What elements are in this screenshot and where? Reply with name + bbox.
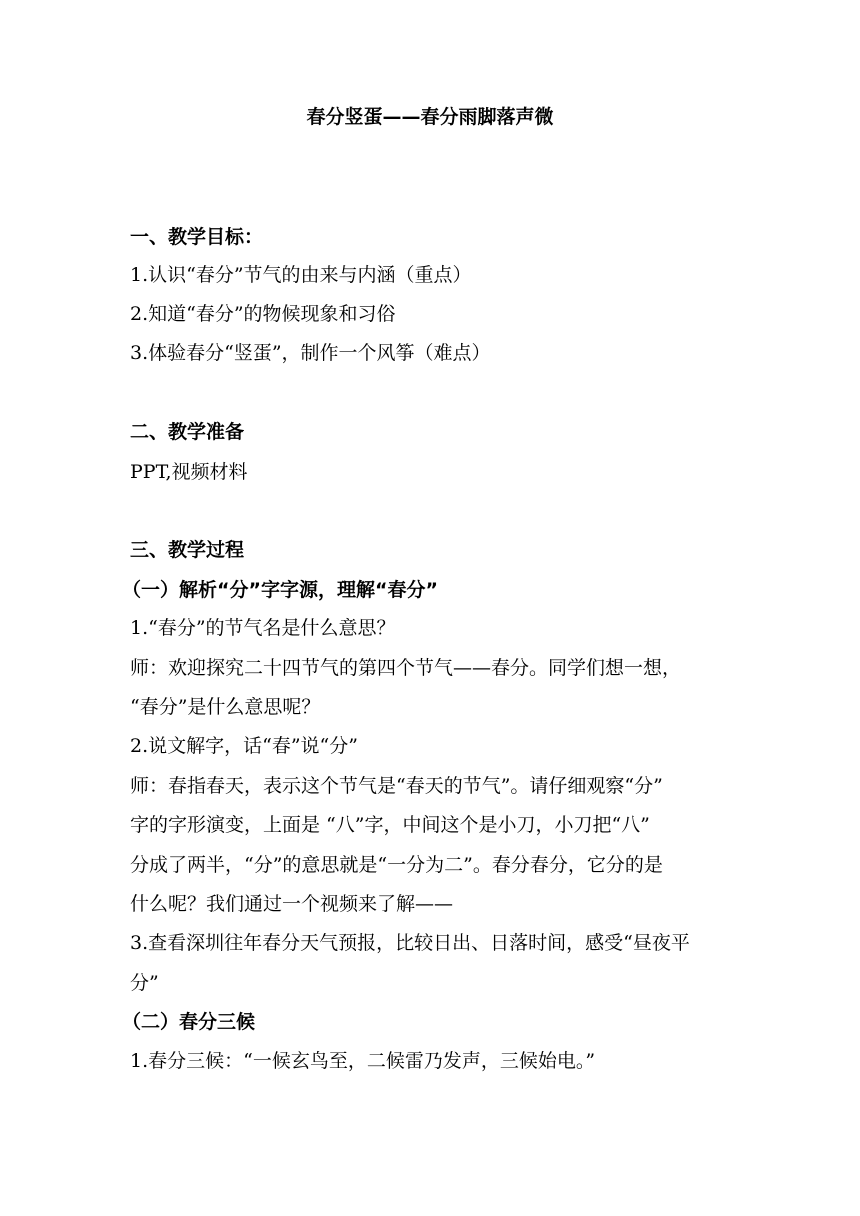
paragraph-line: 1.“春分”的节气名是什么意思？ [130, 617, 396, 639]
paragraph-line: 什么呢？我们通过一个视频来了解—— [130, 893, 454, 915]
paragraph-line: 师：欢迎探究二十四节气的第四个节气——春分。同学们想一想， [130, 657, 682, 679]
paragraph-line: 3.查看深圳往年春分天气预报，比较日出、日落时间，感受“昼夜平 [130, 932, 690, 954]
paragraph-line: 分成了两半，“分”的意思就是“一分为二”。春分春分，它分的是 [130, 854, 663, 876]
paragraph-line: 分” [130, 972, 159, 994]
section-heading-preparation: 二、教学准备 [130, 421, 245, 443]
goal-item: 2.知道“春分”的物候现象和习俗 [130, 303, 396, 325]
paragraph-line: 1.春分三候：“一候玄鸟至，二候雷乃发声，三候始电。” [130, 1050, 596, 1072]
section-heading-process: 三、教学过程 [130, 539, 245, 561]
subsection-heading-2: （二）春分三候 [122, 1011, 256, 1033]
preparation-text: PPT,视频材料 [130, 461, 248, 483]
goal-item: 3.体验春分“竖蛋”，制作一个风筝（难点） [130, 342, 491, 364]
paragraph-line: 师：春指春天，表示这个节气是“春天的节气”。请仔细观察“分” [130, 775, 663, 797]
subsection-heading-1: （一）解析“分”字字源，理解“春分” [122, 579, 438, 601]
section-heading-goals: 一、教学目标： [130, 226, 264, 248]
paragraph-line: 字的字形演变，上面是 “八”字，中间这个是小刀，小刀把“八” [130, 814, 650, 836]
paragraph-line: “春分”是什么意思呢？ [130, 696, 321, 718]
page-title: 春分竖蛋——春分雨脚落声微 [306, 106, 554, 128]
goal-item: 1.认识“春分”节气的由来与内涵（重点） [130, 264, 472, 286]
paragraph-line: 2.说文解字，话“春”说“分” [130, 735, 358, 757]
